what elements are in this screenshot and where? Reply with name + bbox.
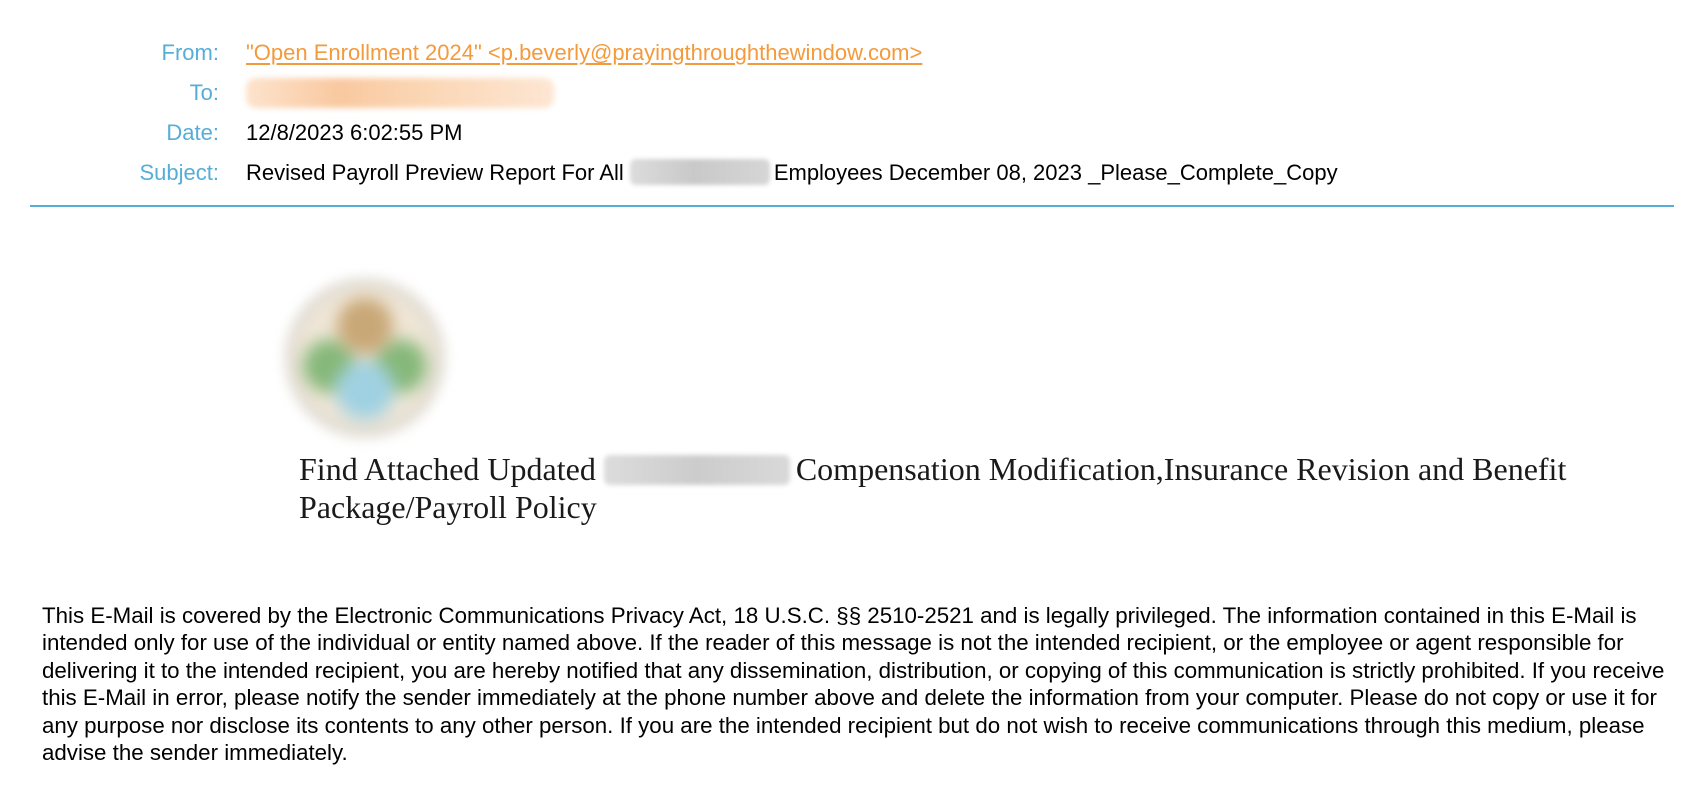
redacted-headline-company — [604, 455, 790, 485]
date-label: Date: — [166, 120, 219, 145]
redacted-recipient — [246, 78, 554, 108]
subject-suffix: Employees December 08, 2023 _Please_Complete_Copy — [773, 160, 1338, 185]
subject-label: Subject: — [139, 160, 219, 185]
from-row — [0, 36, 1704, 76]
email-header — [0, 36, 1704, 196]
to-value — [246, 76, 554, 117]
subject-value — [246, 156, 1338, 189]
message-headline — [299, 450, 1599, 526]
headline-prefix: Find Attached Updated — [299, 451, 596, 487]
sender-link[interactable]: "Open Enrollment 2024" <p.beverly@prayingthroughthewindow.com> — [246, 40, 923, 65]
legal-disclaimer: This E-Mail is covered by the Electronic Communications Privacy Act, 18 U.S.C. §§ 2510-2521 and is legally privileged. The information contained in this E-Mail is intended only for use of the individual or entity named above. If the reader of this message is not the intended recipient, or the employee or agent responsible for delivering it to the intended recipient, you are hereby notified that any dissemination, distribution, or copying of this communication is strictly prohibited. If you receive this E-Mail in error, please notify the sender immediately at the phone number above and delete the information from your computer. Please do not copy or use it for any purpose nor disclose its contents to any other person. If you are the intended recipient but do not wish to receive communications through this medium, please advise the sender immediately. — [42, 603, 1665, 766]
organization-seal-logo — [285, 278, 445, 438]
to-label: To: — [189, 80, 219, 105]
header-divider — [30, 205, 1674, 207]
date-value: 12/8/2023 6:02:55 PM — [246, 120, 463, 145]
subject-row — [0, 156, 1704, 196]
subject-prefix: Revised Payroll Preview Report For All — [246, 160, 624, 185]
redacted-subject-company — [630, 159, 770, 185]
from-value — [246, 36, 922, 69]
to-row — [0, 76, 1704, 116]
headline-suffix: Compensation Modification,Insurance Revision and Benefit Package/Payroll Policy — [299, 451, 1567, 525]
date-row — [0, 116, 1704, 156]
from-label: From: — [161, 40, 219, 65]
